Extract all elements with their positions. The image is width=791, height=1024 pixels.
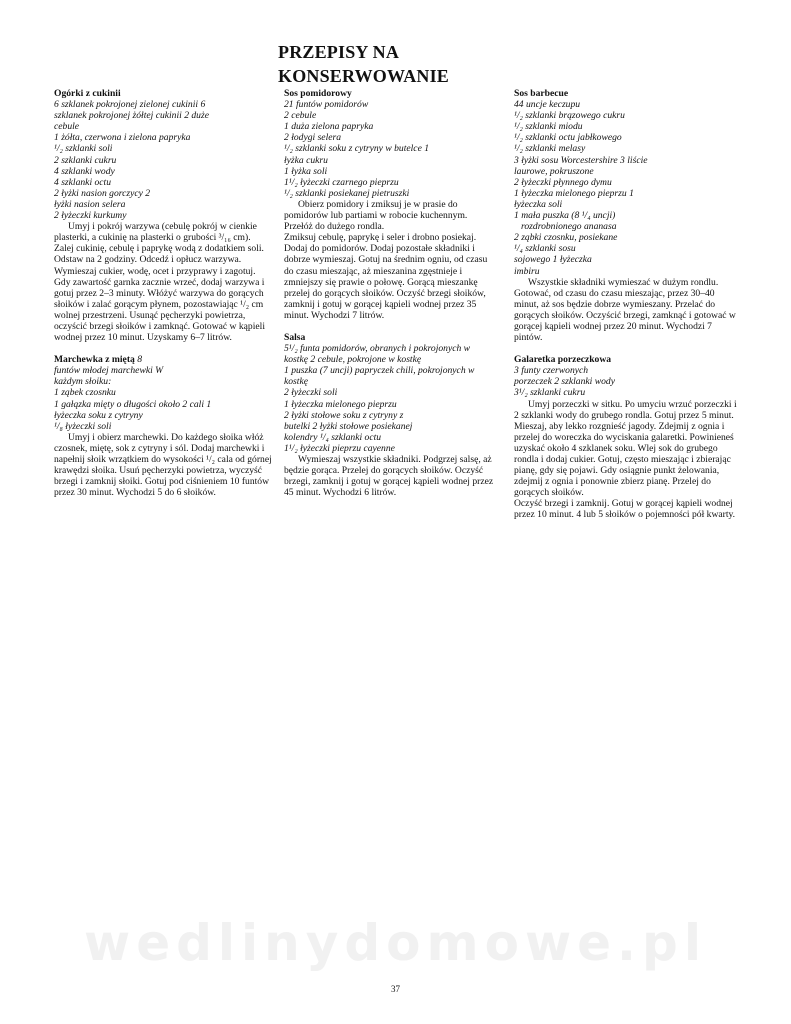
ingredient-line: laurowe, pokruszone — [514, 165, 594, 177]
ingredient-line: ¹/₂ szklanki posiekanej pietruszki — [284, 187, 410, 199]
ingredient-line: ¹/₂ szklanki melasy — [514, 143, 586, 155]
ingredient-line: ¹/₂ szklanki soku z cytryny w butelce 1 — [284, 143, 430, 155]
ingredient-line: ¹/₈ łyżeczki soli — [54, 420, 112, 432]
ingredient-line: 5¹/₂ funta pomidorów, obranych i pokrojonych w — [284, 343, 471, 355]
ingredient-line: ¹/₂ szklanki octu jabłkowego — [514, 132, 622, 144]
ingredient-line: 44 uncje keczupu — [514, 99, 581, 111]
ingredient-line: 1¹/₂ łyżeczki pieprzu cayenne — [284, 442, 395, 454]
column-middle — [284, 88, 498, 498]
page-number: 37 — [391, 984, 400, 994]
ingredient-line: 2 łyżki stołowe soku z cytryny z — [284, 409, 404, 421]
ingredient-line: kolendry ¹/₄ szklanki octu — [284, 431, 382, 443]
instructions-sos-pomidorowy-1: Obierz pomidory i zmiksuj je w prasie do pomidorów lub partiami w robocie kuchennym. Przełóż do dużego rondla. — [284, 198, 468, 233]
ingredient-line: cebule — [54, 121, 80, 133]
recipe-title-sos-pomidorowy: Sos pomidorowy — [284, 88, 352, 99]
ingredient-line: szklanek pokrojonej żółtej cukinii 2 duże — [54, 110, 209, 122]
ingredient-line: ¹/₄ szklanki sosu — [514, 243, 576, 255]
ingredient-line: 1 żółta, czerwona i zielona papryka — [54, 132, 191, 144]
instructions-sos-pomidorowy-2: Zmiksuj cebulę, paprykę i seler i drobno posiekaj. Dodaj do pomidorów. Dodaj pozostałe składniki i dobrze wymieszaj. Gotuj na średnim ogniu, od czasu do czasu mieszając, aż mieszanina zgęstnieje i zmniejszy się prawie o połowę. Gorącą mieszankę przelej do gorących słoików. Oczyść brzegi słoików, zamknij i gotuj w gorącej kąpieli wodnej przez 35 minut. Wychodzi 7 litrów. — [284, 232, 488, 321]
ingredient-line: 2 łyżeczki płynnego dymu — [514, 176, 612, 188]
ingredients-sos-barbecue — [514, 99, 740, 277]
ingredient-line: 2 łyżeczki kurkumy — [54, 210, 127, 222]
ingredients-sos-pomidorowy — [284, 99, 498, 199]
ingredient-line: 6 szklanek pokrojonej zielonej cukinii 6 — [54, 99, 206, 111]
instructions-salsa: Wymieszaj wszystkie składniki. Podgrzej salsę, aż będzie gorąca. Przelej do gorących słoików. Oczyść brzegi, zamknij i gotuj w gorącej kąpieli wodnej przez 45 minut. Wychodzi 6 litrów. — [284, 454, 494, 499]
ingredient-line: rozdrobnionego ananasa — [521, 221, 617, 233]
ingredient-line: 2 cebule — [284, 110, 317, 122]
ingredient-line: 1 mała puszka (8 ¹/₄ uncji) — [514, 210, 616, 222]
ingredients-ogorki — [54, 99, 272, 221]
ingredients-galaretka — [514, 365, 740, 398]
ingredient-line: ¹/₂ szklanki brązowego cukru — [514, 110, 625, 122]
instructions-sos-barbecue: Wszystkie składniki wymieszać w dużym rondlu. Gotować, od czasu do czasu mieszając, przez 30–40 minut, aż sos będzie dobrze wymieszany. Przelać do gorących słoików. Oczyścić brzegi, zamknąć i gotować w gorącej kąpieli wodnej przez 20 minut. Wychodzi 7 pintów. — [514, 276, 736, 344]
ingredient-line: łyżki nasion selera — [54, 198, 126, 210]
ingredient-line: ¹/₂ szklanki miodu — [514, 121, 583, 133]
ingredient-line: 3¹/₂ szklanki cukru — [514, 387, 586, 399]
ingredients-marchewka — [54, 365, 272, 432]
ingredient-line: 21 funtów pomidorów — [284, 99, 369, 111]
column-right — [514, 88, 740, 521]
ingredient-line: 1¹/₂ łyżeczki czarnego pieprzu — [284, 176, 399, 188]
ingredient-line: 1 ząbek czosnku — [54, 387, 116, 399]
page-title — [278, 40, 518, 88]
recipe-title-marchewka-text: Marchewka z miętą — [54, 354, 135, 366]
column-left — [54, 88, 272, 498]
instructions-marchewka: Umyj i obierz marchewki. Do każdego słoika włóż czosnek, miętę, sok z cytryny i sól. Dodaj marchewki i napełnij słoik wrzątkiem do wysokości ¹/₂ cala od górnej krawędzi słoika. Usuń pęcherzyki powietrza, wyczyść brzegi i zamknij słoiki. Gotuj pod ciśnieniem 10 funtów przez 30 minut. Wychodzi 5 do 6 słoików. — [54, 431, 272, 499]
ingredient-line: 3 łyżki sosu Worcestershire 3 liście — [514, 154, 648, 166]
instructions-galaretka-2: Oczyść brzegi i zamknij. Gotuj w gorącej kąpieli wodnej przez 10 minut. 4 lub 5 słoików o pojemności pół kwarty. — [514, 498, 736, 521]
ingredient-line: 1 duża zielona papryka — [284, 121, 374, 133]
ingredient-line: butelki 2 łyżki stołowe posiekanej — [284, 420, 413, 432]
recipe-title-sos-barbecue: Sos barbecue — [514, 88, 569, 99]
ingredient-line: każdym słoiku: — [54, 376, 112, 388]
ingredient-line: kostkę — [284, 376, 308, 388]
ingredient-line: 3 funty czerwonych — [514, 365, 589, 377]
ingredient-line: 2 szklanki cukru — [54, 154, 117, 166]
ingredient-line: ¹/₂ szklanki soli — [54, 143, 113, 155]
instructions-galaretka-1: Umyj porzeczki w sitku. Po umyciu wrzuć porzeczki i 2 szklanki wody do grubego rondla. Gotuj przez 5 minut. Mieszaj, aby lekko rozgnieść jagody. Zdejmij z ognia i przelej do woreczka do wyciskania galaretki. Powinieneś uzyskać około 4 szklanek soku. Wlej sok do grubego rondla i dodaj cukier. Gotuj, często mieszając i zbierając pianę, gdy się pojawi. Gdy osiągnie punkt żelowania, zdejmij z ognia i ponownie zbierz pianę. Przelej do gorących słoików. — [514, 398, 737, 499]
ingredient-line: 2 łyżki nasion gorczycy 2 — [54, 187, 151, 199]
watermark: wedlinydomowe.pl — [84, 914, 707, 972]
recipe-title-marchewka — [54, 354, 272, 365]
recipe-title-salsa: Salsa — [284, 331, 306, 343]
page-title-line1: PRZEPISY NA — [278, 42, 400, 62]
ingredient-line: 2 łyżeczki soli — [284, 387, 338, 399]
ingredient-line: sojowego 1 łyżeczka — [514, 254, 592, 266]
ingredient-line: imbiru — [514, 265, 540, 277]
recipe-title-ogorki: Ogórki z cukinii — [54, 88, 121, 99]
ingredient-line: 4 szklanki wody — [54, 165, 115, 177]
ingredient-line: łyżeczka soli — [514, 198, 563, 210]
ingredient-line: 4 szklanki octu — [54, 176, 112, 188]
recipe-title-galaretka: Galaretka porzeczkowa — [514, 354, 612, 366]
ingredient-line: 1 gałązka mięty o długości około 2 cali 1 — [54, 398, 212, 410]
ingredient-line: 2 ząbki czosnku, posiekane — [514, 232, 618, 244]
ingredient-line: 1 łyżka soli — [284, 165, 328, 177]
ingredient-line: łyżka cukru — [284, 154, 328, 166]
ingredient-line: 1 puszka (7 uncji) papryczek chili, pokrojonych w — [284, 365, 475, 377]
instructions-ogorki: Umyj i pokrój warzywa (cebulę pokrój w cienkie plasterki, a cukinię na plasterki o grubości ³/₁₆ cm). Zalej cukinię, cebulę i paprykę wodą z dodatkiem soli. Odstaw na 2 godziny. Odcedź i opłucz warzywa. Wymieszaj cukier, wodę, ocet i przyprawy i zagotuj. Gdy zawartość garnka zacznie wrzeć, dodaj warzywa i gotuj przez 2–3 minuty. Włóżyć warzywa do gorących słoików i zalać gorącym płynem, pozostawiając ¹/₂ cm wolnej przestrzeni. Usunąć pęcherzyki powietrza, oczyścić brzegi słoików i zamknąć. Gotować w kąpieli wodnej przez 10 minut. Uzyskamy 6–7 litrów. — [54, 221, 265, 344]
ingredient-line: kostkę 2 cebule, pokrojone w kostkę — [284, 354, 422, 366]
ingredient-line: 1 łyżeczka mielonego pieprzu — [284, 398, 397, 410]
recipe-title-marchewka-amount: 8 — [137, 354, 143, 366]
ingredients-salsa — [284, 343, 498, 454]
ingredient-line: porzeczek 2 szklanki wody — [514, 376, 615, 388]
ingredient-line: 2 łodygi selera — [284, 132, 342, 144]
ingredient-line: łyżeczka soku z cytryny — [54, 409, 143, 421]
ingredient-line: funtów młodej marchewki W — [54, 365, 164, 377]
page-title-line2: KONSERWOWANIE — [278, 66, 449, 86]
ingredient-line: 1 łyżeczka mielonego pieprzu 1 — [514, 187, 634, 199]
